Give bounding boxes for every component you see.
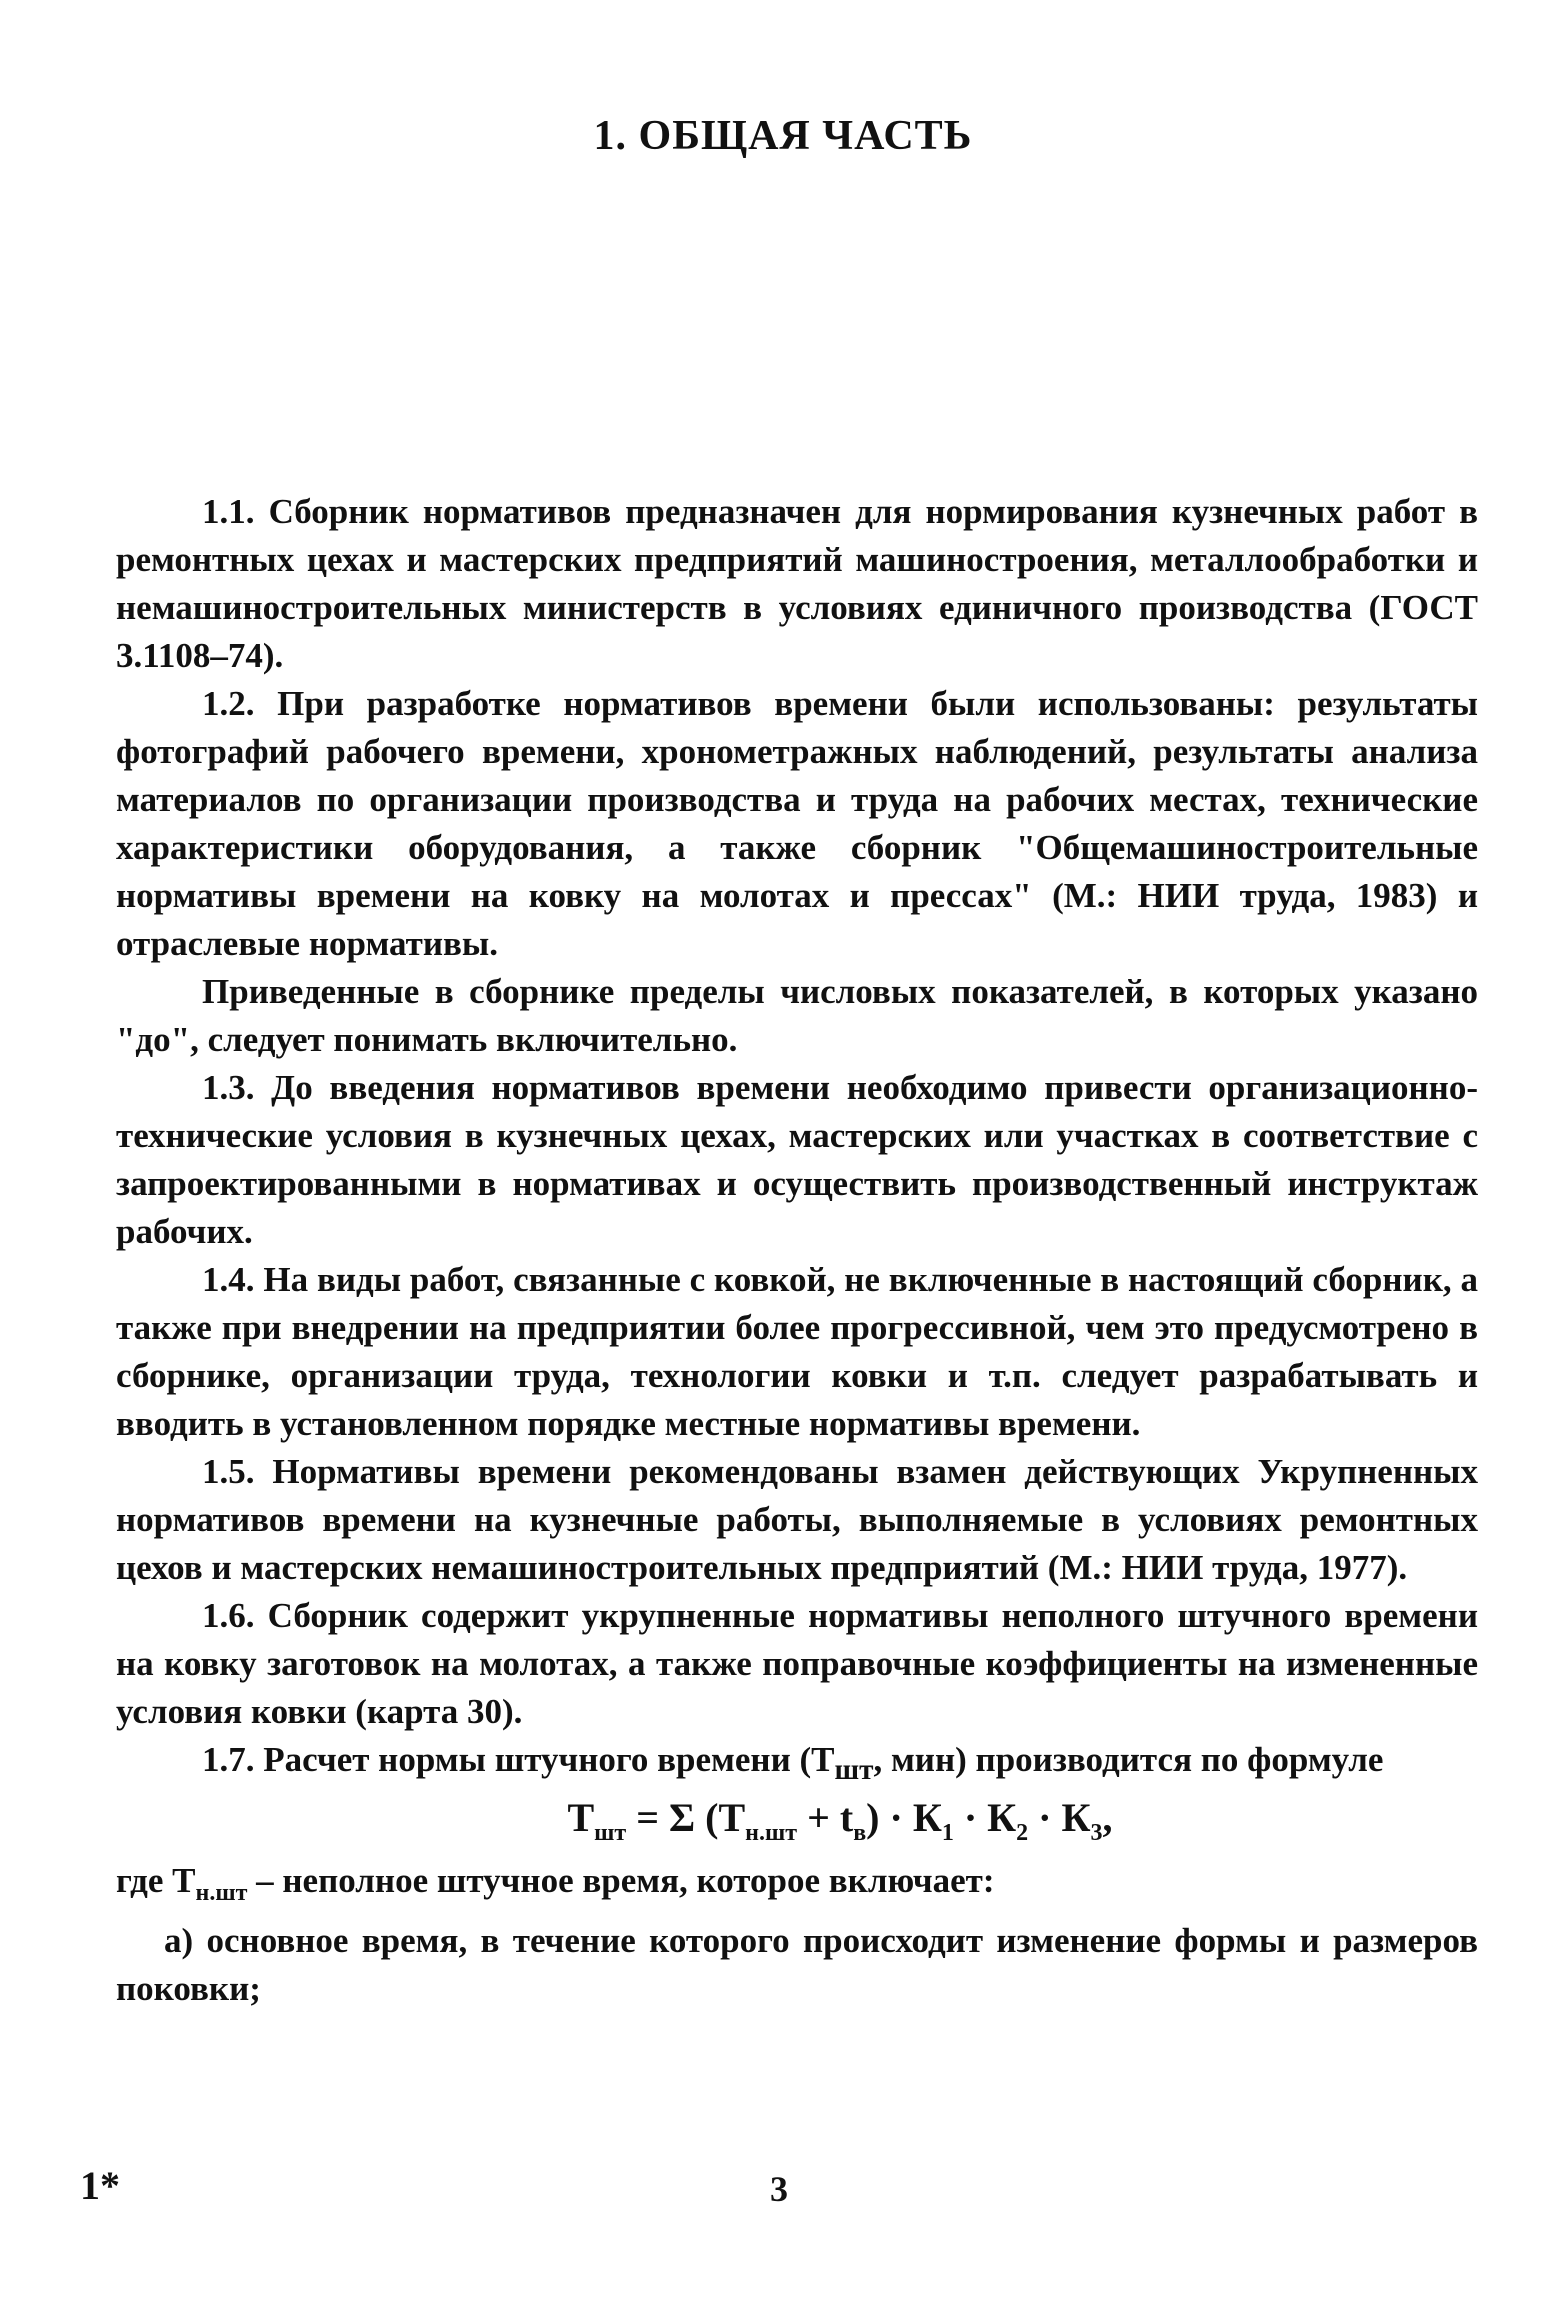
page-title: 1. ОБЩАЯ ЧАСТЬ <box>593 113 973 159</box>
paragraph-1-5: 1.5. Нормативы времени рекомендованы взамен действующих Укрупненных нормативов времени на кузнечные работы, выполняемые в условиях ремонтных цехов и мастерских немашиностроительных предприятий (М.: НИИ труда, 1977). <box>116 1452 1478 1587</box>
signature-mark: 1* <box>80 2163 120 2208</box>
p17-after: , мин) производится по формуле <box>873 1740 1384 1779</box>
formula-t: Т <box>567 1795 595 1840</box>
formula-k1: ) · К <box>866 1795 942 1840</box>
p17-sub: шт <box>834 1754 874 1786</box>
formula-k1-sub: 1 <box>941 1820 954 1846</box>
paragraph-1-1: 1.1. Сборник нормативов предназначен для нормирования кузнечных работ в ремонтных цехах и мастерских предприятий машиностроения, металлообработки и немашиностроительных министерств в условиях единичного производства (ГОСТ 3.1108–74). <box>116 492 1478 675</box>
formula-tn-sub: н.шт <box>745 1820 798 1846</box>
where-sub: н.шт <box>195 1880 248 1906</box>
where-prefix: где Т <box>116 1861 196 1900</box>
paragraph-1-7 <box>116 1736 1478 1794</box>
formula-end: , <box>1102 1795 1113 1840</box>
formula <box>116 1794 1478 1857</box>
item-a: а) основное время, в течение которого происходит изменение формы и размеров поковки; <box>116 1921 1478 2008</box>
formula-k2: · К <box>953 1795 1017 1840</box>
formula-tv-sub: в <box>853 1820 867 1846</box>
where-text: – неполное штучное время, которое включает: <box>247 1861 995 1900</box>
formula-t-sub: шт <box>594 1820 627 1846</box>
document-body <box>116 488 1478 2013</box>
page-number: 3 <box>770 2169 788 2209</box>
formula-where <box>116 1857 1478 1917</box>
paragraph-1-3: 1.3. До введения нормативов времени необходимо привести организационно-технические условия в кузнечных цехах, мастерских или участках в соответствие с запроектированными в нормативах и осуществить производственный инструктаж рабочих. <box>116 1068 1478 1251</box>
p17-before: 1.7. Расчет нормы штучного времени (Т <box>202 1740 835 1779</box>
formula-k3: · К <box>1028 1795 1091 1840</box>
paragraph-1-2: 1.2. При разработке нормативов времени были использованы: результаты фотографий рабочего времени, хронометражных наблюдений, результаты анализа материалов по организации производства и труда на рабочих местах, технические характеристики оборудования, а также сборник "Общемашиностроительные нормативы времени на ковку на молотах и прессах" (М.: НИИ труда, 1983) и отраслевые нормативы. <box>116 684 1478 963</box>
formula-k3-sub: 3 <box>1090 1820 1103 1846</box>
formula-plus: + t <box>797 1795 854 1840</box>
paragraph-note: Приведенные в сборнике пределы числовых показателей, в которых указано "до", следует понимать включительно. <box>116 972 1478 1059</box>
formula-eq: = Σ (Т <box>626 1795 746 1840</box>
paragraph-1-4: 1.4. На виды работ, связанные с ковкой, не включенные в настоящий сборник, а также при внедрении на предприятии более прогрессивной, чем это предусмотрено в сборнике, организации труда, технологии ковки и т.п. следует разрабатывать и вводить в установленном порядке местные нормативы времени. <box>116 1260 1478 1443</box>
formula-k2-sub: 2 <box>1016 1820 1029 1846</box>
paragraph-1-6: 1.6. Сборник содержит укрупненные нормативы неполного штучного времени на ковку заготовок на молотах, а также поправочные коэффициенты на измененные условия ковки (карта 30). <box>116 1596 1478 1731</box>
